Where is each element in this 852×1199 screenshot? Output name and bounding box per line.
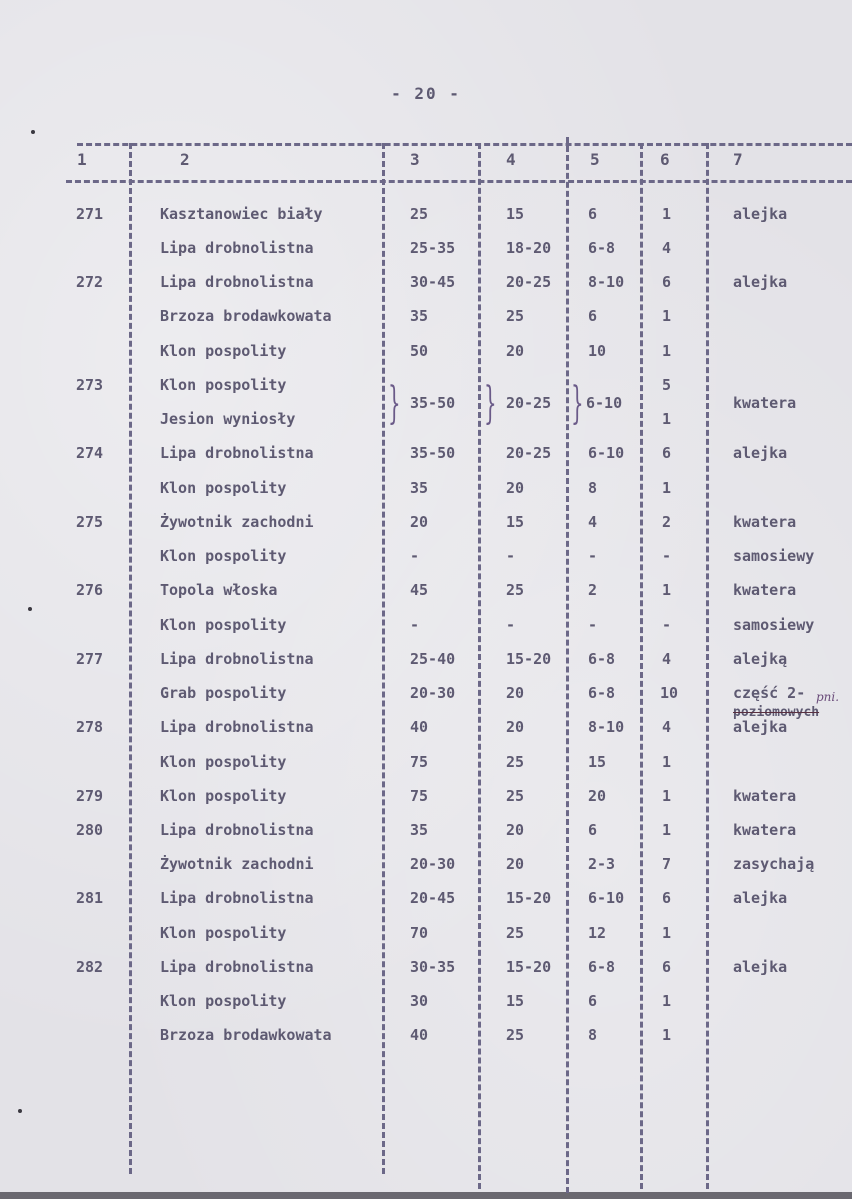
species-name: Lipa drobnolistna bbox=[160, 239, 314, 257]
page-number: - 20 - bbox=[391, 84, 461, 103]
cell-col5: 6 bbox=[588, 205, 598, 223]
cell-col4: 20 bbox=[506, 342, 525, 360]
cell-col4: 20-25 bbox=[506, 444, 552, 462]
cell-col6: 1 bbox=[662, 342, 672, 360]
merged-cell-273-c4: 20-25 bbox=[506, 394, 552, 412]
species-name: Klon pospolity bbox=[160, 616, 287, 634]
entry-number: 273 bbox=[76, 376, 104, 394]
column-header-7: 7 bbox=[733, 150, 743, 169]
cell-col3: 75 bbox=[410, 753, 429, 771]
brace-icon: } bbox=[484, 378, 497, 429]
species-name: Klon pospolity bbox=[160, 787, 287, 805]
cell-col6: 4 bbox=[662, 239, 672, 257]
column-rule-4 bbox=[566, 137, 569, 1193]
cell-col5: 6 bbox=[588, 307, 598, 325]
cell-col3: 20-30 bbox=[410, 855, 456, 873]
cell-col4: 15 bbox=[506, 513, 525, 531]
cell-col5: 15 bbox=[588, 753, 607, 771]
column-rule-3 bbox=[478, 143, 481, 1189]
cell-col3: 70 bbox=[410, 924, 429, 942]
species-name: Lipa drobnolistna bbox=[160, 821, 314, 839]
cell-col7: kwatera bbox=[733, 787, 797, 805]
cell-col3: 35 bbox=[410, 479, 429, 497]
entry-number: 279 bbox=[76, 787, 104, 805]
species-name: Lipa drobnolistna bbox=[160, 889, 314, 907]
cell-col5: 6 bbox=[588, 992, 598, 1010]
cell-col6: 4 bbox=[662, 650, 672, 668]
cell-col6: 7 bbox=[662, 855, 672, 873]
merged-cell-273-c5: 6-10 bbox=[586, 394, 623, 412]
species-name: Lipa drobnolistna bbox=[160, 958, 314, 976]
cell-col6: - bbox=[662, 547, 672, 565]
column-rule-5 bbox=[640, 143, 643, 1189]
cell-col4: 25 bbox=[506, 307, 525, 325]
cell-col4: 20 bbox=[506, 718, 525, 736]
entry-number: 277 bbox=[76, 650, 104, 668]
species-name: Brzoza brodawkowata bbox=[160, 307, 332, 325]
entry-number: 282 bbox=[76, 958, 104, 976]
entry-number: 272 bbox=[76, 273, 104, 291]
cell-col3: 20-45 bbox=[410, 889, 456, 907]
cell-col4: 25 bbox=[506, 581, 525, 599]
entry-number: 276 bbox=[76, 581, 104, 599]
species-name: Topola włoska bbox=[160, 581, 278, 599]
cell-col5: 6-8 bbox=[588, 958, 616, 976]
cell-col7: alejka bbox=[733, 444, 788, 462]
cell-col6: 1 bbox=[662, 307, 672, 325]
species-name: Żywotnik zachodni bbox=[160, 513, 314, 531]
cell-col7: zasychają bbox=[733, 855, 815, 873]
column-header-1: 1 bbox=[77, 150, 87, 169]
cell-col4: 20 bbox=[506, 684, 525, 702]
cell-col6: 2 bbox=[662, 513, 672, 531]
cell-col7: alejka bbox=[733, 273, 788, 291]
cell-col4: 25 bbox=[506, 1026, 525, 1044]
entry-number: 281 bbox=[76, 889, 104, 907]
cell-col4: - bbox=[506, 616, 516, 634]
cell-col3: 45 bbox=[410, 581, 429, 599]
cell-col6: 10 bbox=[660, 684, 679, 702]
cell-col4: 15-20 bbox=[506, 958, 552, 976]
column-rule-1 bbox=[129, 143, 132, 1174]
cell-col6: 1 bbox=[662, 821, 672, 839]
cell-col5: 8 bbox=[588, 1026, 598, 1044]
species-name: Lipa drobnolistna bbox=[160, 650, 314, 668]
cell-col6: 1 bbox=[662, 205, 672, 223]
column-rule-2 bbox=[382, 143, 385, 1174]
cell-col4: 20 bbox=[506, 855, 525, 873]
species-name: Klon pospolity bbox=[160, 992, 287, 1010]
header-top-rule bbox=[77, 143, 852, 146]
column-header-3: 3 bbox=[410, 150, 420, 169]
merged-cell-273-c3: 35-50 bbox=[410, 394, 456, 412]
cell-col4: 20 bbox=[506, 479, 525, 497]
cell-col5: 20 bbox=[588, 787, 607, 805]
cell-col6: 1 bbox=[662, 1026, 672, 1044]
cell-col7: samosiewy bbox=[733, 547, 815, 565]
column-rule-6 bbox=[706, 143, 709, 1189]
brace-icon: } bbox=[388, 378, 401, 429]
cell-col4: 25 bbox=[506, 753, 525, 771]
cell-col5: 8-10 bbox=[588, 273, 625, 291]
cell-col3: 20-30 bbox=[410, 684, 456, 702]
cell-col5: 6-10 bbox=[588, 889, 625, 907]
cell-col4: - bbox=[506, 547, 516, 565]
column-header-5: 5 bbox=[590, 150, 600, 169]
cell-col6: 6 bbox=[662, 958, 672, 976]
cell-col4: 20 bbox=[506, 821, 525, 839]
punch-mark bbox=[18, 1109, 22, 1113]
cell-col6: 6 bbox=[662, 889, 672, 907]
cell-col5: 6-8 bbox=[588, 684, 616, 702]
cell-col6: 5 bbox=[662, 376, 672, 394]
cell-col7: samosiewy bbox=[733, 616, 815, 634]
cell-col4: 18-20 bbox=[506, 239, 552, 257]
scan-edge bbox=[0, 1192, 852, 1199]
cell-col4: 15-20 bbox=[506, 889, 552, 907]
cell-col7: alejka bbox=[733, 958, 788, 976]
column-header-2: 2 bbox=[180, 150, 190, 169]
cell-col6: 1 bbox=[662, 410, 672, 428]
cell-col4: 25 bbox=[506, 787, 525, 805]
cell-col3: - bbox=[410, 547, 420, 565]
entry-number: 274 bbox=[76, 444, 104, 462]
cell-col3: 25-35 bbox=[410, 239, 456, 257]
cell-col5: 8-10 bbox=[588, 718, 625, 736]
cell-col4: 15 bbox=[506, 992, 525, 1010]
handwritten-note: pni. bbox=[816, 690, 840, 704]
species-name: Lipa drobnolistna bbox=[160, 718, 314, 736]
species-name: Kasztanowiec biały bbox=[160, 205, 323, 223]
cell-col5: 2 bbox=[588, 581, 598, 599]
cell-col5: 12 bbox=[588, 924, 607, 942]
cell-col3: 20 bbox=[410, 513, 429, 531]
cell-col5: 10 bbox=[588, 342, 607, 360]
species-name: Grab pospolity bbox=[160, 684, 287, 702]
cell-col6: 1 bbox=[662, 479, 672, 497]
cell-col3: 35 bbox=[410, 307, 429, 325]
cell-col7: kwatera bbox=[733, 513, 797, 531]
species-name: Lipa drobnolistna bbox=[160, 273, 314, 291]
cell-col6: 1 bbox=[662, 787, 672, 805]
cell-col5: 4 bbox=[588, 513, 598, 531]
cell-col4: 15-20 bbox=[506, 650, 552, 668]
cell-col3: 50 bbox=[410, 342, 429, 360]
cell-col6: 6 bbox=[662, 444, 672, 462]
brace-icon: } bbox=[571, 378, 584, 429]
cell-col3: 25-40 bbox=[410, 650, 456, 668]
header-bottom-rule bbox=[66, 180, 852, 183]
cell-col6: 1 bbox=[662, 581, 672, 599]
cell-col3: 25 bbox=[410, 205, 429, 223]
species-name: Klon pospolity bbox=[160, 547, 287, 565]
cell-col4: 25 bbox=[506, 924, 525, 942]
cell-col3: 40 bbox=[410, 718, 429, 736]
merged-cell-273-c7: kwatera bbox=[733, 394, 797, 412]
cell-col3: 35 bbox=[410, 821, 429, 839]
species-name: Klon pospolity bbox=[160, 924, 287, 942]
cell-col6: 1 bbox=[662, 992, 672, 1010]
cell-col6: 6 bbox=[662, 273, 672, 291]
species-name: Klon pospolity bbox=[160, 376, 287, 394]
struck-text: poziomowych bbox=[733, 705, 820, 720]
entry-number: 275 bbox=[76, 513, 104, 531]
cell-col5: - bbox=[588, 616, 598, 634]
species-name: Klon pospolity bbox=[160, 753, 287, 771]
cell-col3: 75 bbox=[410, 787, 429, 805]
cell-col5: - bbox=[588, 547, 598, 565]
species-name: Lipa drobnolistna bbox=[160, 444, 314, 462]
cell-col3: 30-35 bbox=[410, 958, 456, 976]
cell-col4: 15 bbox=[506, 205, 525, 223]
species-name: Żywotnik zachodni bbox=[160, 855, 314, 873]
cell-col4: 20-25 bbox=[506, 273, 552, 291]
cell-col6: 1 bbox=[662, 924, 672, 942]
cell-col6: - bbox=[662, 616, 672, 634]
entry-number: 278 bbox=[76, 718, 104, 736]
cell-col7: kwatera bbox=[733, 581, 797, 599]
cell-col7: kwatera bbox=[733, 821, 797, 839]
cell-col7: alejka bbox=[733, 889, 788, 907]
cell-col6: 1 bbox=[662, 753, 672, 771]
cell-col5: 6 bbox=[588, 821, 598, 839]
cell-col7: alejka bbox=[733, 205, 788, 223]
species-name: Jesion wyniosły bbox=[160, 410, 296, 428]
cell-col7: część 2- bbox=[733, 684, 806, 702]
cell-col3: 30-45 bbox=[410, 273, 456, 291]
cell-col5: 6-10 bbox=[588, 444, 625, 462]
cell-col5: 8 bbox=[588, 479, 598, 497]
cell-col5: 6-8 bbox=[588, 650, 616, 668]
cell-col7: alejka bbox=[733, 718, 788, 736]
species-name: Brzoza brodawkowata bbox=[160, 1026, 332, 1044]
cell-col5: 6-8 bbox=[588, 239, 616, 257]
cell-col3: 30 bbox=[410, 992, 429, 1010]
species-name: Klon pospolity bbox=[160, 479, 287, 497]
cell-col5: 2-3 bbox=[588, 855, 616, 873]
cell-col3: 40 bbox=[410, 1026, 429, 1044]
cell-col3: - bbox=[410, 616, 420, 634]
species-name: Klon pospolity bbox=[160, 342, 287, 360]
column-header-6: 6 bbox=[660, 150, 670, 169]
cell-col6: 4 bbox=[662, 718, 672, 736]
cell-col7: alejką bbox=[733, 650, 788, 668]
punch-mark bbox=[28, 607, 32, 611]
cell-col3: 35-50 bbox=[410, 444, 456, 462]
column-header-4: 4 bbox=[506, 150, 516, 169]
entry-number: 280 bbox=[76, 821, 104, 839]
punch-mark bbox=[31, 130, 35, 134]
entry-number: 271 bbox=[76, 205, 104, 223]
